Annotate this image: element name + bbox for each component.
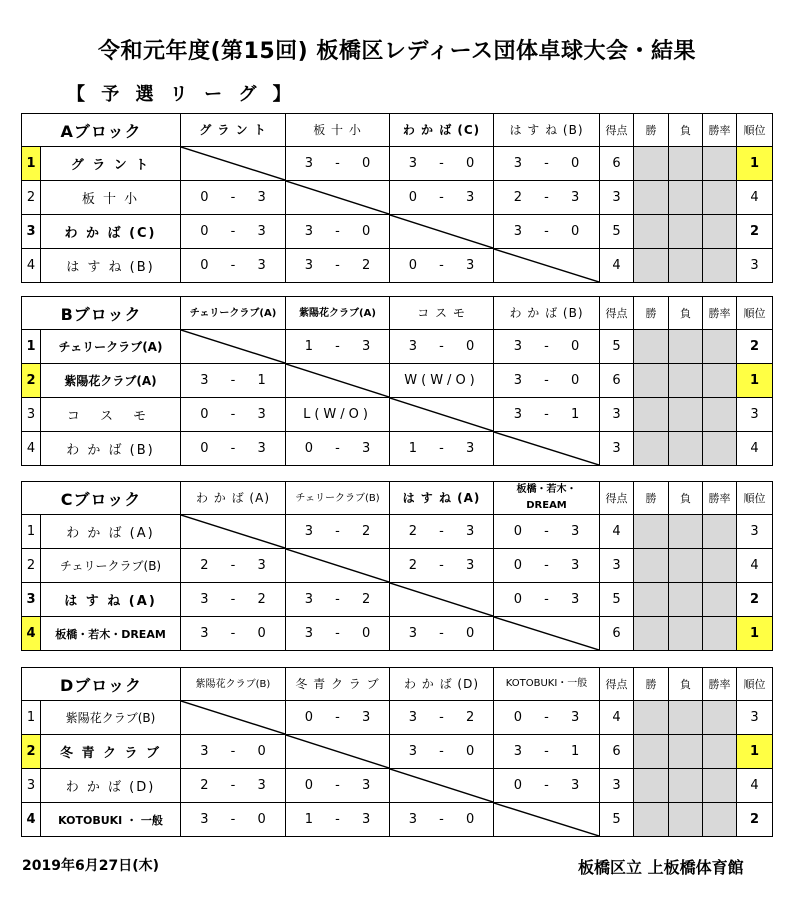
rank-cell: 1 — [737, 147, 773, 181]
team-name: わ か ば (C) — [41, 215, 181, 249]
score-cell: 3 - 0 — [494, 147, 600, 181]
score-cell: 3 - 2 — [181, 583, 286, 617]
score-cell: 3 - 0 — [390, 330, 494, 364]
table-row — [22, 249, 773, 283]
row-number: 1 — [22, 515, 41, 549]
diagonal-cell — [286, 549, 390, 583]
team-name: グ ラ ン ト — [41, 147, 181, 181]
win-rate-cell — [703, 398, 737, 432]
loss-cell — [669, 147, 703, 181]
rank-cell: 3 — [737, 701, 773, 735]
diagonal-cell — [181, 701, 286, 735]
score-cell: 0 - 3 — [390, 181, 494, 215]
points-cell: 5 — [600, 215, 634, 249]
row-number: 4 — [22, 803, 41, 837]
col-team-1: わ か ば (A) — [181, 482, 286, 515]
loss-cell — [669, 364, 703, 398]
col-loss: 負 — [669, 114, 703, 147]
points-cell: 6 — [600, 147, 634, 181]
loss-cell — [669, 735, 703, 769]
win-rate-cell — [703, 515, 737, 549]
footer-venue: 板橋区立 上板橋体育館 — [578, 858, 744, 877]
win-cell — [634, 583, 669, 617]
table-row — [22, 147, 773, 181]
win-rate-cell — [703, 147, 737, 181]
col-win-rate: 勝率 — [703, 114, 737, 147]
loss-cell — [669, 330, 703, 364]
col-rank: 順位 — [737, 482, 773, 515]
win-cell — [634, 147, 669, 181]
col-loss: 負 — [669, 482, 703, 515]
team-name: は す ね (A) — [41, 583, 181, 617]
loss-cell — [669, 549, 703, 583]
rank-cell: 4 — [737, 181, 773, 215]
team-name: わ か ば (A) — [41, 515, 181, 549]
score-cell: 3 - 0 — [390, 803, 494, 837]
diagonal-cell — [494, 803, 600, 837]
rank-cell: 2 — [737, 583, 773, 617]
win-cell — [634, 249, 669, 283]
col-team-2: チェリークラブ(B) — [286, 482, 390, 515]
team-name: わ か ば (B) — [41, 432, 181, 466]
points-cell: 4 — [600, 701, 634, 735]
diagonal-cell — [181, 330, 286, 364]
diagonal-cell — [181, 147, 286, 181]
loss-cell — [669, 215, 703, 249]
score-cell: 3 - 0 — [494, 364, 600, 398]
score-cell: 3 - 0 — [286, 617, 390, 651]
rank-cell: 2 — [737, 330, 773, 364]
score-cell: 3 - 0 — [286, 215, 390, 249]
table-row — [22, 701, 773, 735]
points-cell: 5 — [600, 330, 634, 364]
row-number: 3 — [22, 398, 41, 432]
score-cell: 0 - 3 — [286, 701, 390, 735]
score-cell: 0 - 3 — [181, 181, 286, 215]
score-cell: 3 - 0 — [181, 735, 286, 769]
score-cell: 0 - 3 — [181, 398, 286, 432]
table-row — [22, 769, 773, 803]
score-cell: W(W/O) — [390, 364, 494, 398]
score-cell: 0 - 3 — [494, 549, 600, 583]
team-name: チェリークラブ(B) — [41, 549, 181, 583]
row-number: 4 — [22, 432, 41, 466]
rank-cell: 4 — [737, 549, 773, 583]
score-cell: 0 - 3 — [494, 583, 600, 617]
row-number: 2 — [22, 735, 41, 769]
score-cell: 3 - 0 — [494, 330, 600, 364]
col-points: 得点 — [600, 297, 634, 330]
col-team-3: は す ね (A) — [390, 482, 494, 515]
table-row — [22, 803, 773, 837]
score-cell: 0 - 3 — [181, 249, 286, 283]
row-number: 1 — [22, 701, 41, 735]
col-win-rate: 勝率 — [703, 668, 737, 701]
table-row — [22, 398, 773, 432]
col-rank: 順位 — [737, 297, 773, 330]
loss-cell — [669, 398, 703, 432]
footer-date: 2019年6月27日(木) — [22, 858, 159, 874]
table-row — [22, 549, 773, 583]
score-cell: 3 - 2 — [286, 583, 390, 617]
rank-cell: 3 — [737, 249, 773, 283]
win-cell — [634, 515, 669, 549]
loss-cell — [669, 249, 703, 283]
score-cell: 2 - 3 — [494, 181, 600, 215]
points-cell: 4 — [600, 249, 634, 283]
score-cell: 0 - 3 — [494, 701, 600, 735]
score-cell: 0 - 3 — [181, 215, 286, 249]
block-name: Bブロック — [22, 297, 181, 330]
score-cell: 2 - 3 — [390, 515, 494, 549]
row-number: 2 — [22, 181, 41, 215]
table-row — [22, 181, 773, 215]
score-cell: 0 - 3 — [286, 432, 390, 466]
points-cell: 6 — [600, 617, 634, 651]
team-name: チェリークラブ(A) — [41, 330, 181, 364]
win-rate-cell — [703, 735, 737, 769]
table-row — [22, 330, 773, 364]
win-cell — [634, 181, 669, 215]
win-rate-cell — [703, 549, 737, 583]
col-team-4: わ か ば (B) — [494, 297, 600, 330]
table-row — [22, 432, 773, 466]
table-row — [22, 215, 773, 249]
diagonal-cell — [286, 364, 390, 398]
team-name: 紫陽花クラブ(B) — [41, 701, 181, 735]
col-team-2: 板 十 小 — [286, 114, 390, 147]
diagonal-cell — [390, 398, 494, 432]
win-cell — [634, 398, 669, 432]
row-number: 4 — [22, 249, 41, 283]
col-team-3: わ か ば (D) — [390, 668, 494, 701]
col-team-4: 板橋・若木・DREAM — [494, 482, 600, 515]
win-cell — [634, 617, 669, 651]
score-cell: 0 - 3 — [181, 432, 286, 466]
col-rank: 順位 — [737, 668, 773, 701]
loss-cell — [669, 769, 703, 803]
score-cell: 3 - 1 — [494, 735, 600, 769]
diagonal-cell — [181, 515, 286, 549]
win-rate-cell — [703, 803, 737, 837]
row-number: 3 — [22, 769, 41, 803]
block-b-table — [21, 296, 773, 466]
points-cell: 5 — [600, 583, 634, 617]
block-d-table — [21, 667, 773, 837]
row-number: 2 — [22, 364, 41, 398]
block-name: Dブロック — [22, 668, 181, 701]
win-rate-cell — [703, 181, 737, 215]
score-cell: 2 - 3 — [181, 769, 286, 803]
col-team-2: 紫陽花クラブ(A) — [286, 297, 390, 330]
rank-cell: 2 — [737, 215, 773, 249]
col-team-2: 冬 青 ク ラ ブ — [286, 668, 390, 701]
score-cell: 2 - 3 — [390, 549, 494, 583]
diagonal-cell — [390, 215, 494, 249]
row-number: 1 — [22, 330, 41, 364]
col-win: 勝 — [634, 297, 669, 330]
score-cell: 3 - 0 — [286, 147, 390, 181]
team-name: 板橋・若木・DREAM — [41, 617, 181, 651]
rank-cell: 1 — [737, 617, 773, 651]
score-cell: 0 - 3 — [286, 769, 390, 803]
row-number: 1 — [22, 147, 41, 181]
win-cell — [634, 701, 669, 735]
loss-cell — [669, 701, 703, 735]
team-name: は す ね (B) — [41, 249, 181, 283]
diagonal-cell — [494, 249, 600, 283]
col-loss: 負 — [669, 297, 703, 330]
points-cell: 3 — [600, 549, 634, 583]
table-row — [22, 735, 773, 769]
win-cell — [634, 330, 669, 364]
score-cell: 3 - 0 — [390, 147, 494, 181]
points-cell: 3 — [600, 181, 634, 215]
col-team-4: は す ね (B) — [494, 114, 600, 147]
row-number: 4 — [22, 617, 41, 651]
win-cell — [634, 803, 669, 837]
score-cell: 3 - 0 — [181, 803, 286, 837]
win-cell — [634, 549, 669, 583]
col-team-4: KOTOBUKI・一般 — [494, 668, 600, 701]
win-rate-cell — [703, 364, 737, 398]
row-number: 2 — [22, 549, 41, 583]
points-cell: 4 — [600, 515, 634, 549]
col-team-1: グ ラ ン ト — [181, 114, 286, 147]
col-win: 勝 — [634, 114, 669, 147]
block-a-table — [21, 113, 773, 283]
win-rate-cell — [703, 215, 737, 249]
points-cell: 6 — [600, 735, 634, 769]
rank-cell: 2 — [737, 803, 773, 837]
win-cell — [634, 735, 669, 769]
block-c-table — [21, 481, 773, 651]
score-cell: L(W/O) — [286, 398, 390, 432]
team-name: 板 十 小 — [41, 181, 181, 215]
win-rate-cell — [703, 617, 737, 651]
col-win-rate: 勝率 — [703, 297, 737, 330]
col-rank: 順位 — [737, 114, 773, 147]
diagonal-cell — [286, 735, 390, 769]
loss-cell — [669, 181, 703, 215]
score-cell: 1 - 3 — [286, 803, 390, 837]
team-name: わ か ば (D) — [41, 769, 181, 803]
win-rate-cell — [703, 432, 737, 466]
col-team-1: チェリークラブ(A) — [181, 297, 286, 330]
rank-cell: 3 — [737, 515, 773, 549]
score-cell: 1 - 3 — [390, 432, 494, 466]
loss-cell — [669, 803, 703, 837]
score-cell: 2 - 3 — [181, 549, 286, 583]
diagonal-cell — [390, 769, 494, 803]
win-cell — [634, 432, 669, 466]
rank-cell: 1 — [737, 364, 773, 398]
rank-cell: 3 — [737, 398, 773, 432]
table-row — [22, 583, 773, 617]
header-row — [22, 668, 773, 701]
score-cell: 1 - 3 — [286, 330, 390, 364]
diagonal-cell — [494, 432, 600, 466]
loss-cell — [669, 617, 703, 651]
score-cell: 3 - 0 — [390, 735, 494, 769]
header-row — [22, 114, 773, 147]
score-cell: 0 - 3 — [494, 515, 600, 549]
col-points: 得点 — [600, 114, 634, 147]
win-rate-cell — [703, 583, 737, 617]
page-title: 令和元年度(第15回) 板橋区レディース団体卓球大会・結果 — [97, 39, 697, 64]
team-name: KOTOBUKI ・ 一般 — [41, 803, 181, 837]
diagonal-cell — [494, 617, 600, 651]
rank-cell: 1 — [737, 735, 773, 769]
table-row — [22, 364, 773, 398]
diagonal-cell — [286, 181, 390, 215]
loss-cell — [669, 432, 703, 466]
col-team-3: わ か ば (C) — [390, 114, 494, 147]
team-name: 紫陽花クラブ(A) — [41, 364, 181, 398]
score-cell: 3 - 1 — [494, 398, 600, 432]
win-rate-cell — [703, 769, 737, 803]
win-rate-cell — [703, 330, 737, 364]
win-cell — [634, 215, 669, 249]
score-cell: 3 - 0 — [494, 215, 600, 249]
col-win: 勝 — [634, 482, 669, 515]
win-rate-cell — [703, 249, 737, 283]
row-number: 3 — [22, 215, 41, 249]
points-cell: 6 — [600, 364, 634, 398]
score-cell: 3 - 2 — [286, 249, 390, 283]
row-number: 3 — [22, 583, 41, 617]
team-name: 冬 青 ク ラ ブ — [41, 735, 181, 769]
points-cell: 3 — [600, 769, 634, 803]
col-points: 得点 — [600, 668, 634, 701]
points-cell: 5 — [600, 803, 634, 837]
col-win: 勝 — [634, 668, 669, 701]
score-cell: 3 - 0 — [390, 617, 494, 651]
win-cell — [634, 364, 669, 398]
points-cell: 3 — [600, 432, 634, 466]
points-cell: 3 — [600, 398, 634, 432]
win-cell — [634, 769, 669, 803]
loss-cell — [669, 515, 703, 549]
page-subtitle: 【 予 選 リ ー グ 】 — [67, 84, 296, 105]
win-rate-cell — [703, 701, 737, 735]
score-cell: 0 - 3 — [390, 249, 494, 283]
score-cell: 3 - 2 — [286, 515, 390, 549]
score-cell: 3 - 2 — [390, 701, 494, 735]
diagonal-cell — [390, 583, 494, 617]
col-loss: 負 — [669, 668, 703, 701]
col-team-1: 紫陽花クラブ(B) — [181, 668, 286, 701]
score-cell: 3 - 1 — [181, 364, 286, 398]
col-points: 得点 — [600, 482, 634, 515]
score-cell: 0 - 3 — [494, 769, 600, 803]
col-team-3: コ ス モ — [390, 297, 494, 330]
rank-cell: 4 — [737, 432, 773, 466]
table-row — [22, 617, 773, 651]
table-row — [22, 515, 773, 549]
score-cell: 3 - 0 — [181, 617, 286, 651]
team-name: コ ス モ — [41, 398, 181, 432]
block-name: Cブロック — [22, 482, 181, 515]
col-win-rate: 勝率 — [703, 482, 737, 515]
header-row — [22, 482, 773, 515]
block-name: Aブロック — [22, 114, 181, 147]
header-row — [22, 297, 773, 330]
loss-cell — [669, 583, 703, 617]
rank-cell: 4 — [737, 769, 773, 803]
